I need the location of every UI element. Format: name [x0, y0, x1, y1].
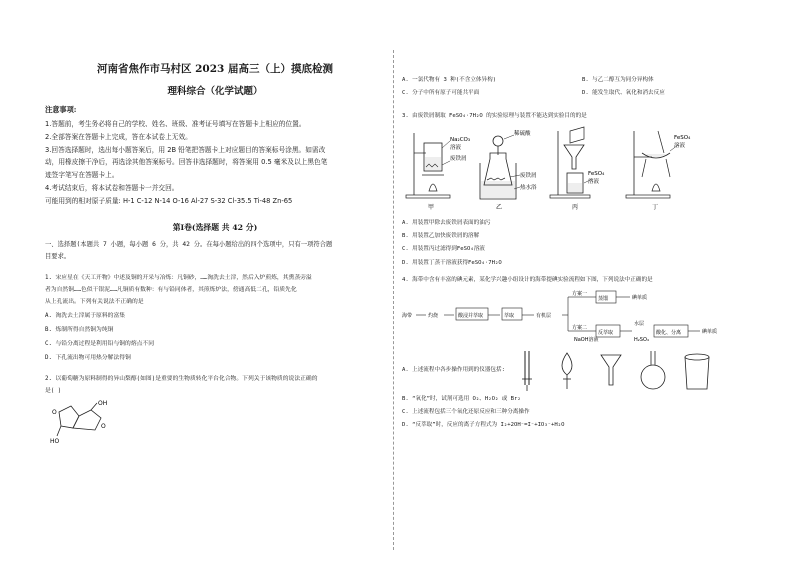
- caption-jia: 甲: [428, 203, 435, 211]
- question-2-option-a: A. 一氯代物有 3 种(不含立体异构): [402, 77, 497, 83]
- flow-crude-iodine-1: 碘单质: [632, 294, 648, 301]
- flow-distill: 蒸馏: [598, 295, 609, 302]
- section-instruction: 目要求。: [45, 253, 71, 261]
- notice-heading: 注意事项:: [45, 105, 77, 114]
- label-feso4-2: FeSO₄: [674, 134, 691, 141]
- separatory-funnel-icon: [562, 353, 572, 389]
- caption-bing: 丙: [572, 203, 579, 211]
- left-column: [45, 62, 385, 448]
- question-3-text: 3. 由废铁屑制取 FeSO₄·7H₂O 的实验原理与装置不能达到实验目的的是: [402, 113, 587, 119]
- flow-organic: 有机层: [536, 312, 552, 319]
- flow-ash: 灼烧: [428, 312, 439, 319]
- label-solution: 溶液: [450, 144, 462, 151]
- question-1-option-b: B. 炼制所得自然铜为纯铜: [45, 326, 114, 333]
- flow-kelp: 海带: [402, 312, 413, 319]
- part1-title: 第Ⅰ卷(选择题 共 42 分): [172, 222, 258, 232]
- label-scrap: 废铁屑: [450, 155, 467, 162]
- label-hot-water: 热水浴: [520, 184, 537, 191]
- notice-line: 动，用橡皮擦干净后，再选涂其他答案标号。回答非选择题时，将答案用 0.5 毫米及以上黑色笔: [45, 158, 328, 167]
- apparatus-yi: [480, 129, 537, 211]
- label-na2co3: Na₂CO₃: [450, 136, 471, 143]
- flow-naoh: NaOH溶液: [574, 336, 599, 343]
- option-row: [402, 74, 762, 87]
- flow-separate: 酸化、分离: [656, 329, 682, 336]
- question-4-option-a: A. 上述流程中各步操作用到的仪器包括:: [402, 366, 505, 373]
- question-4-option-c: C. 上述流程包括三个氧化还原反应和三种分离操作: [402, 409, 530, 416]
- notice-line: 1.答题前，考生务必将自己的学校、姓名、班级、准考证号填写在答题卡上相应的位置。: [45, 120, 306, 128]
- exam-title: 河南省焦作市马村区 2023 届高三（上）摸底检测: [96, 63, 334, 75]
- caption-yi: 乙: [496, 203, 503, 211]
- apparatus-ding: [626, 131, 691, 211]
- funnel-icon: [601, 355, 621, 385]
- right-column: [402, 74, 762, 433]
- label-solution-3: 溶液: [674, 142, 686, 149]
- exam-subtitle: 理科综合（化学试题）: [167, 86, 263, 97]
- question-1-text: 1. 宋应星在《天工开物》中述及铜的开采与冶炼：凡铜砂，……淘洗去土滓，然后入炉煎炼，其熏蒸旁溢: [45, 274, 312, 281]
- question-4-option-b: B. “氧化”时，试剂可选用 O₂、H₂O₂ 或 Br₂: [402, 395, 521, 402]
- atomic-mass-line: 可能用到的相对原子质量: H-1 C-12 N-14 O-16 Al-27 S-32 Cl-35.5 Ti-48 Zn-65: [45, 196, 293, 205]
- question-3-option-a: A. 用装置甲除去废铁屑表面的油污: [402, 219, 491, 226]
- beaker-icon: [685, 354, 709, 389]
- question-3-option-b: B. 用装置乙加快废铁屑的溶解: [402, 232, 480, 239]
- question-2-option-b: B. 与乙二醇互为同分异构体: [582, 77, 654, 83]
- question-1-option-a: A. 淘洗去土滓属于原料的富集: [45, 312, 126, 319]
- flow-method1: 方案一: [572, 290, 588, 297]
- question-2-option-c: C. 分子中所有原子可能共平面: [402, 90, 480, 96]
- o-label: O: [52, 408, 57, 416]
- caption-ding: 丁: [652, 203, 659, 211]
- column-divider: [393, 50, 394, 550]
- flow-crude-iodine-2: 碘单质: [702, 328, 718, 335]
- question-2-text: 是( ): [45, 388, 62, 395]
- flow-method2: 方案二: [572, 324, 588, 331]
- label-solution-2: 溶液: [588, 178, 600, 185]
- section-instruction: 一、选择题(本题共 7 小题，每小题 6 分，共 42 分。在每小题给出的四个选项中，只有一项符合题: [45, 240, 333, 248]
- flow-water-layer: 水层: [634, 320, 645, 327]
- flow-extract: 萃取: [504, 312, 515, 319]
- question-4-text: 4. 海带中含有丰富的碘元素，某化学兴趣小组设计的海带提碘实验流程如下图，下列说法中正确的是: [402, 277, 653, 284]
- apparatus-bing: [550, 127, 605, 211]
- question-3-option-d: D. 用装置丁蒸干溶液获得FeSO₄·7H₂O: [402, 259, 502, 266]
- flow-leach: 酸浸并萃取: [458, 312, 484, 319]
- notice-line: 3.回答选择题时，选出每小题答案后，用 2B 铅笔把答题卡上对应题目的答案标号涂黑。如需改: [45, 145, 326, 154]
- apparatus-diagram: [402, 123, 762, 213]
- flow-h2so4: H₂SO₄: [634, 336, 649, 343]
- apparatus-jia: [406, 133, 470, 211]
- isosorbide-structure: [45, 398, 115, 444]
- flow-back-extract: 反萃取: [598, 329, 614, 336]
- flask-icon: [641, 351, 665, 389]
- buret-icon: [522, 351, 532, 391]
- label-iron-scrap: 废铁屑: [520, 172, 537, 179]
- label-feso4-1: FeSO₄: [588, 170, 605, 177]
- question-1-option-c: C. 与铅分离过程是利用铅与铜的熔点不同: [45, 340, 155, 347]
- notice-line: 2.全部答案在答题卡上完成，答在本试卷上无效。: [45, 132, 192, 141]
- question-1-text: 者为自然铜……色似干银泥……凡铜质有数种：有与铅同体者，其煎炼炉法，傍通高低二孔，铅质先化: [45, 286, 297, 293]
- label-dilute-acid: 稀硫酸: [514, 130, 531, 137]
- iodine-flowchart: [402, 287, 762, 345]
- question-4-option-d: D. “反萃取”时，反应的离子方程式为 I₂+2OH⁻=I⁻+IO₃⁻+H₂O: [402, 422, 565, 429]
- notice-line: 4.考试结束后，将本试卷和答题卡一并交回。: [45, 183, 179, 192]
- question-2-option-d: D. 能发生取代、氧化和消去反应: [582, 90, 665, 96]
- question-1-text: 从上孔流出。下列有关说法不正确的是: [45, 299, 144, 306]
- question-1-option-d: D. 下孔流出物可用热分解法得铜: [45, 354, 131, 361]
- oh-label: OH: [98, 399, 108, 407]
- option-row: [402, 87, 762, 100]
- question-2-text: 2. 以葡萄糖为原料制得的异山梨醇(如图)是重要的生物质转化平台化合物。下列关于该物质的说法正确的: [45, 375, 318, 382]
- ho-label: HO: [50, 437, 60, 444]
- o-label: O: [101, 422, 106, 430]
- question-3-option-c: C. 用装置丙过滤得到FeSO₄溶液: [402, 246, 485, 253]
- instrument-icons: [505, 349, 715, 393]
- notice-line: 迹签字笔写在答题卡上。: [45, 171, 119, 180]
